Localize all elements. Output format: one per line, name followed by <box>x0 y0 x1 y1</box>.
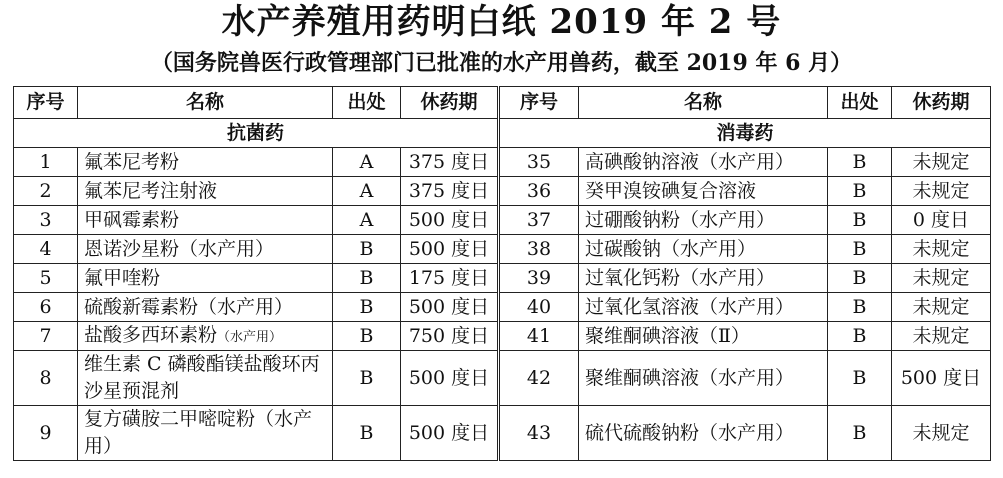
row-source-left: A <box>333 177 401 206</box>
row-source-left: B <box>333 322 401 351</box>
row-source-left: B <box>333 235 401 264</box>
row-drug-name-right: 过氧化氢溶液（水产用） <box>579 293 828 322</box>
row-seq-right: 40 <box>499 293 579 322</box>
row-seq-right: 41 <box>499 322 579 351</box>
row-drug-name-left: 硫酸新霉素粉（水产用） <box>78 293 333 322</box>
table-row <box>14 148 991 177</box>
row-drug-name-left: 维生素 C 磷酸酯镁盐酸环丙沙星预混剂 <box>78 351 333 406</box>
category-antibacterial: 抗菌药 <box>14 119 499 148</box>
header-source-left: 出处 <box>333 87 401 119</box>
category-disinfectant: 消毒药 <box>499 119 991 148</box>
table-row <box>14 177 991 206</box>
row-seq-left: 8 <box>14 351 78 406</box>
document-title: 水产养殖用药明白纸 2019 年 2 号 <box>221 2 782 42</box>
row-withdrawal-right: 未规定 <box>892 177 991 206</box>
row-source-right: B <box>828 206 892 235</box>
row-withdrawal-left: 750 度日 <box>401 322 499 351</box>
row-drug-name-left: 甲砜霉素粉 <box>78 206 333 235</box>
header-name-right: 名称 <box>579 87 828 119</box>
row-withdrawal-left: 500 度日 <box>401 293 499 322</box>
row-withdrawal-right: 0 度日 <box>892 206 991 235</box>
row-source-right: B <box>828 148 892 177</box>
header-withdrawal-right: 休药期 <box>892 87 991 119</box>
row-withdrawal-left: 500 度日 <box>401 235 499 264</box>
row-seq-left: 6 <box>14 293 78 322</box>
row-withdrawal-right: 未规定 <box>892 322 991 351</box>
row-source-right: B <box>828 264 892 293</box>
row-drug-name-left: 恩诺沙星粉（水产用） <box>78 235 333 264</box>
table-row <box>14 322 991 351</box>
header-seq-left: 序号 <box>14 87 78 119</box>
row-withdrawal-right: 未规定 <box>892 293 991 322</box>
drug-table <box>13 86 991 461</box>
row-source-right: B <box>828 322 892 351</box>
row-source-right: B <box>828 406 892 461</box>
category-row <box>14 119 991 148</box>
row-withdrawal-right: 未规定 <box>892 406 991 461</box>
row-drug-name-right: 高碘酸钠溶液（水产用） <box>579 148 828 177</box>
table-row <box>14 235 991 264</box>
table-row <box>14 351 991 406</box>
row-source-left: B <box>333 293 401 322</box>
row-drug-name-left: 复方磺胺二甲嘧啶粉（水产用） <box>78 406 333 461</box>
row-drug-name-right: 硫代硫酸钠粉（水产用） <box>579 406 828 461</box>
table-row <box>14 264 991 293</box>
row-seq-right: 36 <box>499 177 579 206</box>
row-seq-left: 5 <box>14 264 78 293</box>
row-drug-name-left: 氟苯尼考粉 <box>78 148 333 177</box>
row-drug-name-right: 过碳酸钠（水产用） <box>579 235 828 264</box>
row-seq-left: 3 <box>14 206 78 235</box>
row-drug-name-right: 过氧化钙粉（水产用） <box>579 264 828 293</box>
row-seq-left: 7 <box>14 322 78 351</box>
row-source-left: A <box>333 206 401 235</box>
table-row <box>14 406 991 461</box>
header-name-left: 名称 <box>78 87 333 119</box>
row-withdrawal-right: 未规定 <box>892 264 991 293</box>
drug-name-suffix: （水产用） <box>217 329 283 345</box>
row-withdrawal-right: 未规定 <box>892 235 991 264</box>
row-source-right: B <box>828 351 892 406</box>
row-source-left: B <box>333 264 401 293</box>
header-source-right: 出处 <box>828 87 892 119</box>
row-seq-left: 1 <box>14 148 78 177</box>
row-drug-name-right: 聚维酮碘溶液（Ⅱ） <box>579 322 828 351</box>
row-source-left: B <box>333 351 401 406</box>
row-source-left: B <box>333 406 401 461</box>
table-row <box>14 293 991 322</box>
row-drug-name-right: 过硼酸钠粉（水产用） <box>579 206 828 235</box>
row-drug-name-right: 聚维酮碘溶液（水产用） <box>579 351 828 406</box>
row-source-right: B <box>828 235 892 264</box>
row-seq-right: 42 <box>499 351 579 406</box>
row-drug-name-left: 氟苯尼考注射液 <box>78 177 333 206</box>
row-withdrawal-left: 500 度日 <box>401 206 499 235</box>
row-seq-right: 35 <box>499 148 579 177</box>
table-row <box>14 206 991 235</box>
row-withdrawal-left: 500 度日 <box>401 351 499 406</box>
document-subtitle: （国务院兽医行政管理部门已批准的水产用兽药，截至 2019 年 6 月） <box>150 50 853 76</box>
row-seq-right: 39 <box>499 264 579 293</box>
row-seq-right: 38 <box>499 235 579 264</box>
row-withdrawal-left: 375 度日 <box>401 177 499 206</box>
drug-name-text: 盐酸多西环素粉 <box>84 323 218 346</box>
row-withdrawal-left: 500 度日 <box>401 406 499 461</box>
row-seq-left: 2 <box>14 177 78 206</box>
row-withdrawal-left: 175 度日 <box>401 264 499 293</box>
row-source-right: B <box>828 177 892 206</box>
row-withdrawal-left: 375 度日 <box>401 148 499 177</box>
row-seq-right: 43 <box>499 406 579 461</box>
row-drug-name-left: 氟甲喹粉 <box>78 264 333 293</box>
header-seq-right: 序号 <box>499 87 579 119</box>
row-source-right: B <box>828 293 892 322</box>
header-withdrawal-left: 休药期 <box>401 87 499 119</box>
row-drug-name-right: 癸甲溴铵碘复合溶液 <box>579 177 828 206</box>
row-source-left: A <box>333 148 401 177</box>
row-withdrawal-right: 500 度日 <box>892 351 991 406</box>
row-withdrawal-right: 未规定 <box>892 148 991 177</box>
table-header-row <box>14 87 991 119</box>
row-seq-left: 9 <box>14 406 78 461</box>
row-seq-left: 4 <box>14 235 78 264</box>
row-drug-name-left <box>78 322 333 351</box>
row-seq-right: 37 <box>499 206 579 235</box>
